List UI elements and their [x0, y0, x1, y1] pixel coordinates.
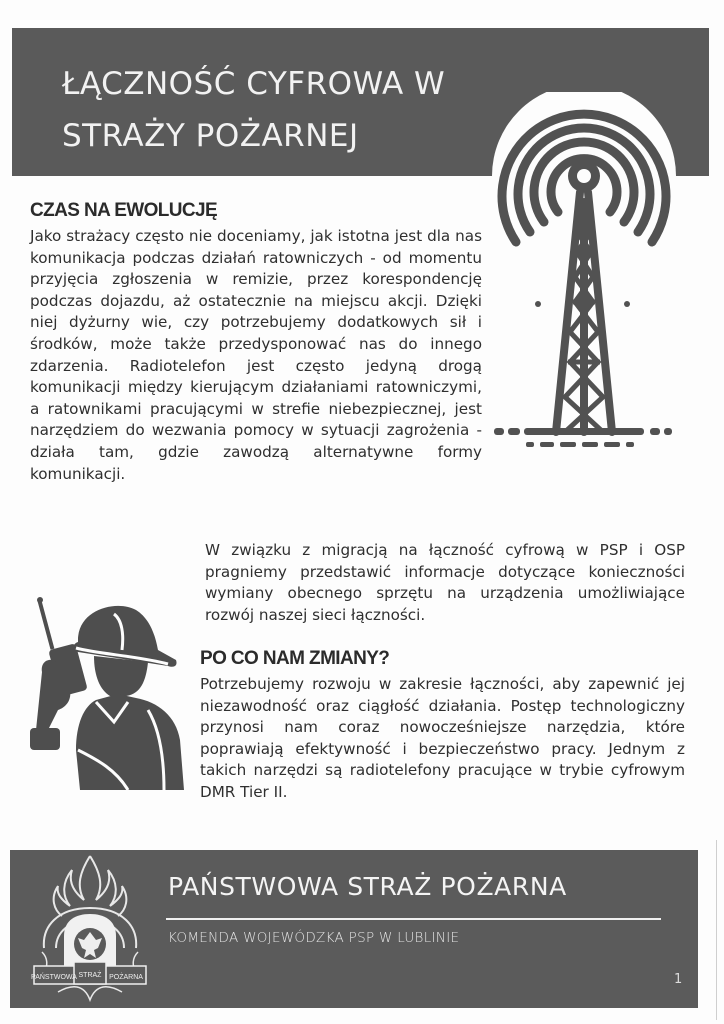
- section-body: Potrzebujemy rozwoju w zakresie łączności, aby zapewnić jej niezawodność oraz ciągłość działania. Postęp technologiczny przynosi nam coraz nowocześniejsze narzędzia, które poprawiają efektywność i bezpieczeństwo pracy. Jednym z takich narzędzi są radiotelefony pracujące w trybie cyfrowym DMR Tier II.: [200, 675, 685, 801]
- section-body: Jako strażacy często nie doceniamy, jak istotna jest dla nas komunikacja podczas działań ratowniczych - od momentu przyjęcia zgłoszenia w remizie, przez korespondencję podczas dojazdu, aż ostatecznie na miejscu akcji. Dzięki niej dyżurny wie, czy potrzebujemy dodatkowych sił i środków, może także przedysponować nas do innego zdarzenia. Radiotelefon jest często jedyną drogą komunikacji między kierującym działaniami ratowniczymi, a ratownikami pracującymi w strefie niebezpiecznej, jest narzędziem do wezwania pomocy w sytuacji zagrożenia - działa tam, gdzie zawodzą alternatywne formy komunikacji.: [30, 227, 482, 483]
- section-heading: CZAS NA EWOLUCJĘ: [30, 200, 218, 221]
- footer-divider: [166, 918, 661, 920]
- footer-subtitle: KOMENDA WOJEWÓDZKA PSP W LUBLINIE: [168, 930, 460, 946]
- section-czas-na-ewolucje: [30, 200, 482, 485]
- page-number: 1: [674, 972, 683, 987]
- radio-tower-icon: [480, 92, 720, 462]
- page-edge-line: [716, 840, 717, 1020]
- psp-emblem-logo: [28, 852, 152, 1010]
- section-heading: PO CO NAM ZMIANY?: [200, 648, 390, 669]
- section-intro-migracja: [205, 540, 685, 626]
- svg-text:STRAŻ: STRAŻ: [78, 972, 102, 979]
- section-body: W związku z migracją na łączność cyfrową w PSP i OSP pragniemy przedstawić informacje dotyczące konieczności wymiany obecnego sprzętu na urządzenia umożliwiające rozwój naszej sieci łączności.: [205, 541, 685, 624]
- svg-text:PAŃSTWOWA: PAŃSTWOWA: [31, 974, 77, 981]
- firefighter-radio-icon: [18, 590, 188, 790]
- title-line-2: STRAŻY POŻARNEJ: [62, 118, 359, 154]
- footer-title: PAŃSTWOWA STRAŻ POŻARNA: [168, 872, 567, 901]
- svg-text:POŻARNA: POŻARNA: [109, 974, 143, 981]
- page-title: [62, 58, 445, 162]
- title-line-1: ŁĄCZNOŚĆ CYFROWA W: [62, 66, 446, 102]
- section-po-co-nam-zmiany: [200, 648, 685, 804]
